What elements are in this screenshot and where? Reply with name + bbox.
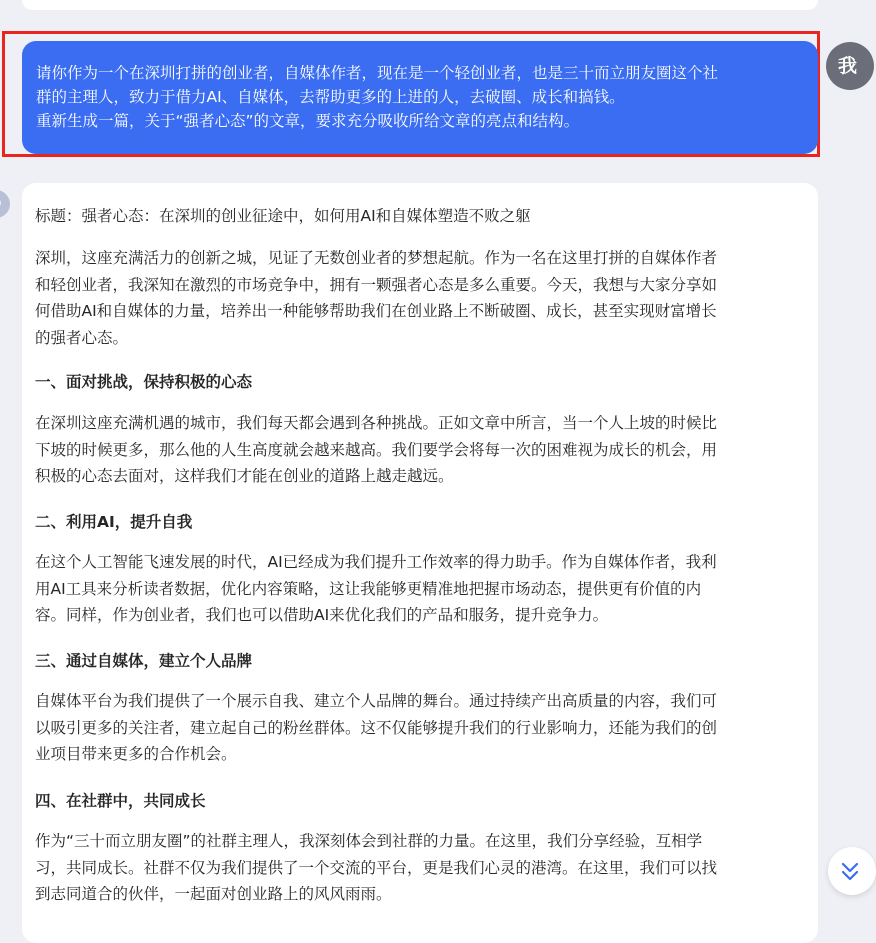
- paragraph-line: 深圳，这座充满活力的创新之城，见证了无数创业者的梦想起航。作为一名在这里打拼的自媒体作者: [35, 249, 718, 267]
- user-message-line: 群的主理人，致力于借力AI、自媒体，去帮助更多的上进的人，去破圈、成长和搞钱。: [36, 88, 625, 106]
- paragraph-line: 业项目带来更多的合作机会。: [35, 745, 237, 763]
- paragraph-line: 容。同样，作为创业者，我们也可以借助AI来优化我们的产品和服务，提升竞争力。: [35, 606, 609, 624]
- section-paragraph: [35, 410, 815, 490]
- user-message-bubble: [22, 41, 818, 154]
- paragraph-line: 何借助AI和自媒体的力量，培养出一种能够帮助我们在创业路上不断破圈、成长，甚至实现财富增长: [35, 302, 717, 320]
- section-paragraph: [35, 549, 815, 629]
- scroll-to-bottom-button[interactable]: [828, 847, 876, 895]
- intro-paragraph: [35, 245, 815, 351]
- section-heading: 三、通过自媒体，建立个人品牌: [35, 652, 253, 670]
- assistant-avatar-icon: [0, 190, 10, 218]
- paragraph-line: 用AI工具来分析读者数据，优化内容策略，这让我能够更精准地把握市场动态，提供更有价值的内: [35, 579, 702, 598]
- paragraph-line: 作为“三十而立朋友圈”的社群主理人，我深刻体会到社群的力量。在这里，我们分享经验，互相学: [35, 832, 703, 850]
- section-heading: 四、在社群中，共同成长: [35, 792, 206, 810]
- paragraph-line: 和轻创业者，我深知在激烈的市场竞争中，拥有一颗强者心态是多么重要。今天，我想与大家分享如: [35, 275, 718, 294]
- paragraph-line: 自媒体平台为我们提供了一个展示自我、建立个人品牌的舞台。通过持续产出高质量的内容，我们可: [35, 692, 718, 710]
- user-message-line: 重新生成一篇，关于“强者心态”的文章，要求充分吸收所给文章的亮点和结构。: [36, 112, 580, 130]
- paragraph-line: 习，共同成长。社群不仅为我们提供了一个交流的平台，更是我们心灵的港湾。在这里，我们可以找: [35, 858, 718, 877]
- double-chevron-down-icon: [840, 861, 860, 883]
- paragraph-line: 以吸引更多的关注者，建立起自己的粉丝群体。这不仅能够提升我们的行业影响力，还能为我们的创: [35, 718, 718, 737]
- paragraph-line: 积极的心态去面对，这样我们才能在创业的道路上越走越远。: [35, 467, 454, 485]
- user-avatar: 我: [826, 42, 874, 90]
- paragraph-line: 到志同道合的伙伴，一起面对创业路上的风风雨雨。: [35, 885, 392, 903]
- section-heading: 二、利用AI，提升自我: [35, 513, 193, 531]
- section-paragraph: [35, 828, 815, 908]
- section-paragraph: [35, 688, 815, 768]
- section-heading: 一、面对挑战，保持积极的心态: [35, 373, 253, 391]
- paragraph-line: 在这个人工智能飞速发展的时代，AI已经成为我们提升工作效率的得力助手。作为自媒体作者，我利: [35, 553, 717, 571]
- answer-title: 标题：强者心态：在深圳的创业征途中，如何用AI和自媒体塑造不败之躯: [35, 207, 531, 225]
- paragraph-line: 下坡的时候更多，那么他的人生高度就会越来越高。我们要学会将每一次的困难视为成长的机会，用: [35, 440, 718, 459]
- paragraph-line: 的强者心态。: [35, 328, 129, 347]
- previous-message-card: [22, 0, 818, 10]
- user-message-line: 请你作为一个在深圳打拼的创业者，自媒体作者，现在是一个轻创业者，也是三十而立朋友圈这个社: [36, 64, 719, 82]
- paragraph-line: 在深圳这座充满机遇的城市，我们每天都会遇到各种挑战。正如文章中所言，当一个人上坡的时候比: [35, 414, 718, 432]
